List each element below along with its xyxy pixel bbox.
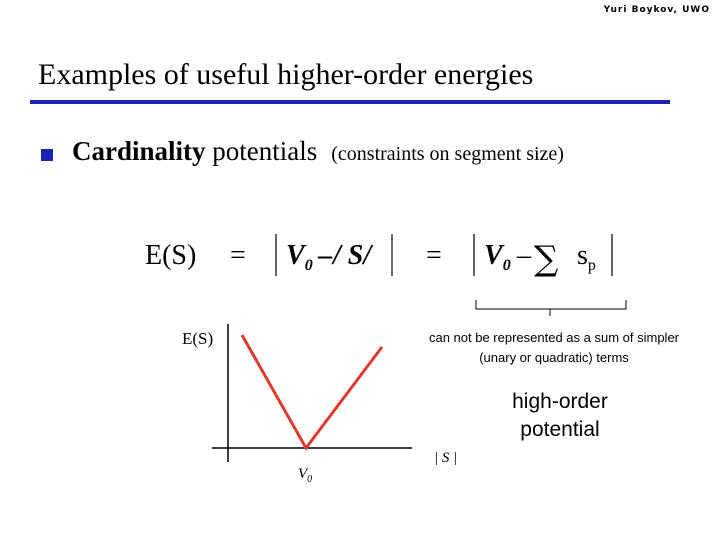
sum-symbol: ∑ bbox=[534, 239, 559, 279]
eq-lhs: E(S) bbox=[145, 240, 197, 271]
title-underline bbox=[30, 100, 670, 104]
cardinality-plot bbox=[0, 300, 480, 500]
eq-v0: $V_0$ bbox=[286, 240, 313, 274]
eq-minus-1: – bbox=[318, 240, 332, 271]
eq-equals-1: = bbox=[230, 240, 246, 271]
vertex-label: $V_0$ bbox=[298, 466, 313, 485]
cardinality-equation bbox=[0, 220, 720, 290]
eq-s-slash: / S/ bbox=[333, 240, 372, 271]
x-axis-label: | S | bbox=[434, 450, 458, 466]
eq-sp: $s_p$ bbox=[577, 240, 596, 274]
bullet-bold-term: Cardinality bbox=[72, 136, 206, 166]
bullet-term-rest: potentials bbox=[205, 136, 318, 166]
slide-title: Examples of useful higher-order energies bbox=[38, 58, 534, 91]
underbrace bbox=[476, 300, 626, 316]
bullet-square-icon bbox=[41, 149, 53, 161]
energy-curve bbox=[242, 335, 382, 448]
eq-v0-2: $V_0$ bbox=[484, 240, 511, 274]
bullet-text bbox=[72, 136, 564, 167]
y-axis-label: E(S) bbox=[182, 329, 214, 348]
brace-note: can not be represented as a sum of simpler (unary or quadratic) terms bbox=[428, 330, 680, 365]
high-order-callout: high-order potential bbox=[512, 390, 608, 441]
bullet-note: (constraints on segment size) bbox=[331, 143, 564, 165]
eq-equals-2: = bbox=[426, 240, 442, 271]
author-credit: Yuri Boykov, UWO bbox=[603, 5, 710, 15]
eq-minus-2: – bbox=[517, 240, 531, 271]
